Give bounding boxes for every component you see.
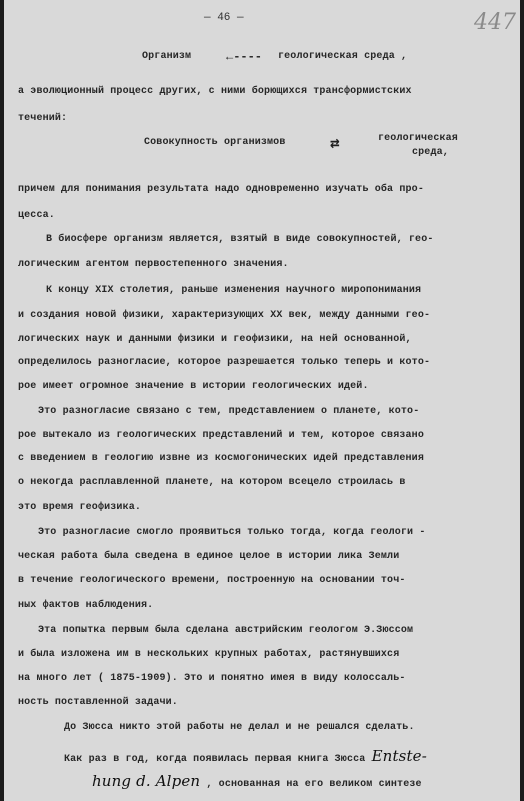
text-line: и была изложена им в нескольких крупных работах, растянувшихся bbox=[18, 649, 400, 660]
text-line: ных фактов наблюдения. bbox=[18, 600, 154, 611]
archive-number-handwritten: 447 bbox=[474, 10, 516, 35]
text-line: логическим агентом первостепенного значения. bbox=[18, 259, 289, 270]
text-line: Это разногласие смогло проявиться только тогда, когда геологи - bbox=[38, 527, 426, 538]
text-line: в течение геологического времени, построенную на основании точ- bbox=[18, 575, 406, 586]
text-line: это время геофизика. bbox=[18, 502, 142, 513]
handwritten-insert: Entste- bbox=[371, 747, 427, 765]
text-line: Это разногласие связано с тем, представлением о планете, кото- bbox=[38, 406, 420, 417]
text-line: цесса. bbox=[18, 210, 55, 221]
text-line: течений: bbox=[18, 113, 68, 124]
text-line: ческая работа была сведена в единое целое в истории лика Земли bbox=[18, 551, 400, 562]
text-segment: Как раз в год, когда появилась первая книга Зюсса bbox=[64, 754, 366, 765]
scheme2-right-line1: геологическая bbox=[378, 133, 458, 144]
scheme1-right: геологическая среда , bbox=[278, 51, 408, 62]
scheme2-right-line2: среда, bbox=[412, 147, 449, 158]
scheme2-left: Совокупность организмов bbox=[144, 137, 286, 148]
text-line: До Зюсса никто этой работы не делал и не решался сделать. bbox=[64, 722, 415, 733]
text-line: рое имеет огромное значение в истории геологических идей. bbox=[18, 381, 369, 392]
scheme1-left: Организм bbox=[142, 51, 192, 62]
text-line: В биосфере организм является, взятый в виде совокупностей, гео- bbox=[46, 234, 434, 245]
text-line bbox=[92, 772, 422, 790]
text-line: К концу XIX столетия, раньше изменения научного миропонимания bbox=[46, 285, 422, 296]
text-segment: , основанная на его великом синтезе bbox=[206, 779, 422, 790]
text-line bbox=[64, 747, 427, 765]
text-line: а эволюционный процесс других, с ними борющихся трансформистских bbox=[18, 86, 412, 97]
text-line: с введением в геологию извне из космогонических идей представления bbox=[18, 453, 424, 464]
text-line: определилось разногласие, которое разрешается только теперь и кото- bbox=[18, 357, 431, 368]
text-line: на много лет ( 1875-1909). Это и понятно имея в виду колоссаль- bbox=[18, 673, 406, 684]
double-arrow: ⇄ bbox=[330, 135, 340, 153]
text-line: о некогда расплавленной планете, на котором всецело строилась в bbox=[18, 477, 406, 488]
document-page bbox=[4, 0, 520, 801]
page-number: — 46 — bbox=[204, 12, 244, 24]
left-arrow: ←---- bbox=[226, 50, 263, 64]
text-line: ность поставленной задачи. bbox=[18, 697, 178, 708]
text-line: рое вытекало из геологических представлений и тем, которое связано bbox=[18, 430, 424, 441]
text-line: и создания новой физики, характеризующих XX век, между данными гео- bbox=[18, 310, 431, 321]
text-line: Эта попытка первым была сделана австрийским геологом Э.Зюссом bbox=[38, 625, 414, 636]
handwritten-insert: hung d. Alpen bbox=[92, 772, 201, 790]
text-line: причем для понимания результата надо одновременно изучать оба про- bbox=[18, 184, 424, 195]
text-line: логических наук и данными физики и геофизики, на ней основанной, bbox=[18, 334, 412, 345]
